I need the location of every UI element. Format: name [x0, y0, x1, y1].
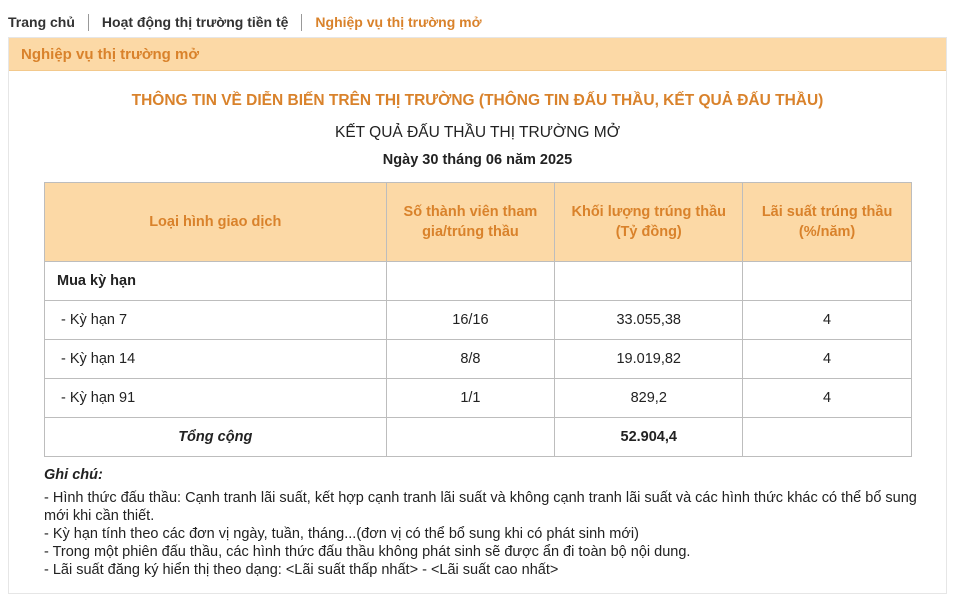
row-type: - Kỳ hạn 91	[45, 379, 387, 418]
row-rate: 4	[743, 301, 912, 340]
total-label: Tổng cộng	[45, 418, 387, 457]
notes-title: Ghi chú:	[44, 467, 103, 483]
row-volume: 33.055,38	[555, 301, 743, 340]
row-members: 1/1	[386, 379, 555, 418]
table-cell	[743, 262, 912, 301]
table-group-row	[45, 262, 912, 301]
total-volume: 52.904,4	[555, 418, 743, 457]
col-header-rate: Lãi suất trúng thầu (%/năm)	[743, 183, 912, 262]
note-line: - Lãi suất đăng ký hiển thị theo dạng: <Lãi suất thấp nhất> - <Lãi suất cao nhất>	[44, 562, 559, 578]
table-cell	[386, 418, 555, 457]
table-cell	[743, 418, 912, 457]
table-row	[45, 340, 912, 379]
breadcrumb-separator	[88, 14, 89, 31]
auction-date: Ngày 30 tháng 06 năm 2025	[382, 152, 573, 168]
note-line: - Trong một phiên đấu thầu, các hình thức đấu thầu không phát sinh sẽ được ẩn đi toàn bộ nội dung.	[44, 544, 691, 560]
col-header-transaction-type: Loại hình giao dịch	[45, 183, 387, 262]
auction-results-table	[44, 182, 912, 457]
row-members: 16/16	[386, 301, 555, 340]
results-subtitle: KẾT QUẢ ĐẤU THẦU THỊ TRƯỜNG MỞ	[335, 124, 620, 141]
table-row	[45, 301, 912, 340]
row-members: 8/8	[386, 340, 555, 379]
table-cell	[555, 262, 743, 301]
table-header-row	[45, 183, 912, 262]
table-row	[45, 379, 912, 418]
row-type: - Kỳ hạn 7	[45, 301, 387, 340]
col-header-members: Số thành viên tham gia/trúng thầu	[386, 183, 555, 262]
notes-section	[44, 466, 924, 579]
breadcrumb-home-link[interactable]: Trang chủ	[8, 14, 75, 30]
breadcrumb	[8, 12, 482, 32]
panel-header: Nghiệp vụ thị trường mở	[9, 38, 946, 71]
breadcrumb-money-market-link[interactable]: Hoạt động thị trường tiền tệ	[101, 14, 289, 30]
breadcrumb-open-market-link[interactable]: Nghiệp vụ thị trường mở	[315, 14, 482, 30]
table-total-row	[45, 418, 912, 457]
row-volume: 19.019,82	[555, 340, 743, 379]
group-label: Mua kỳ hạn	[45, 262, 387, 301]
row-rate: 4	[743, 340, 912, 379]
col-header-volume: Khối lượng trúng thầu (Tỷ đồng)	[555, 183, 743, 262]
note-line: - Hình thức đấu thầu: Cạnh tranh lãi suất, kết hợp cạnh tranh lãi suất và không cạnh tranh lãi suất và các hình thức khác có thể bổ sung mới khi cần thiết.	[44, 490, 917, 524]
table-cell	[386, 262, 555, 301]
page-title: THÔNG TIN VỀ DIỄN BIẾN TRÊN THỊ TRƯỜNG (THÔNG TIN ĐẤU THẦU, KẾT QUẢ ĐẤU THẦU)	[131, 92, 824, 109]
note-line: - Kỳ hạn tính theo các đơn vị ngày, tuần, tháng...(đơn vị có thể bổ sung khi có phát sinh mới)	[44, 526, 639, 542]
row-type: - Kỳ hạn 14	[45, 340, 387, 379]
row-volume: 829,2	[555, 379, 743, 418]
open-market-panel	[8, 37, 947, 594]
row-rate: 4	[743, 379, 912, 418]
breadcrumb-separator	[301, 14, 302, 31]
